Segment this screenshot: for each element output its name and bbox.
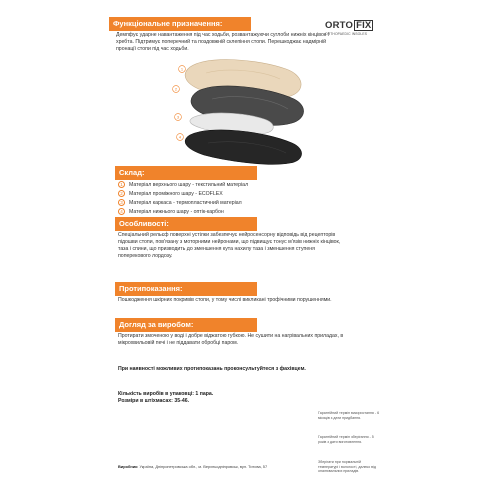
warranty-storage-note: Гарантійний термін зберігання - 5 років з дати виготовлення.: [318, 435, 374, 444]
marker-4: 4: [178, 134, 182, 140]
marker-1: 1: [180, 66, 184, 72]
package-info: [118, 391, 318, 405]
section-heading-care: Догляд за виробом:: [115, 318, 257, 332]
section-heading-contraindications: Протипоказання:: [115, 282, 257, 296]
composition-text: Матеріал нижнього шару - оптік-карбон: [129, 208, 224, 215]
composition-number: 1: [118, 181, 125, 188]
composition-item: [118, 189, 348, 198]
composition-number: 2: [118, 190, 125, 197]
care-text: Протирати змоченою у воді і добре віджатою губкою. Не сушити на нагрівальних приладах, в мікрохвильовій печі і не піддавати обробці паром.: [118, 333, 344, 346]
manufacturer-info: [118, 464, 298, 469]
insole-layer-markers: [173, 66, 186, 141]
marker-2: 2: [174, 86, 178, 92]
storage-conditions-note: Зберігати при нормальній температурі і вологості, далеко від опалювальних приладів.: [318, 460, 376, 474]
marker-3: 3: [176, 114, 180, 120]
package-count: Кількість виробів в упаковці: 1 пара.: [118, 391, 214, 397]
composition-item: [118, 180, 348, 189]
composition-number: 4: [118, 208, 125, 215]
consult-warning: При наявності можливих протипоказань проконсультуйтеся з фахівцем.: [118, 366, 306, 372]
package-sizes: Розміри в штіхмасах: 35-46.: [118, 398, 190, 404]
insole-layers-illustration: [168, 55, 318, 167]
logo-tagline: ORTHOPAEDIC INSOLES: [325, 32, 368, 36]
logo-wordmark: [325, 20, 387, 31]
composition-text: Матеріал верхнього шару - текстильний матеріал: [129, 181, 249, 188]
warranty-usage-note: Гарантійний термін використання - 6 місяців з дати придбання.: [318, 411, 380, 420]
contraindications-text: Пошкодження шкірних покривів стопи, у тому числі викликані трофічними порушеннями.: [118, 297, 332, 303]
manufacturer-address: Україна, Дніпропетровська обл., м. Верхньодніпровськ, вул. Титова, 57: [139, 464, 268, 469]
section-heading-features: Особливості:: [115, 217, 257, 231]
composition-text: Матеріал каркаса - термопластичний матеріал: [129, 199, 242, 206]
manufacturer-label: Виробник:: [118, 464, 139, 469]
section-heading-functional: Функціональне призначення:: [109, 17, 251, 31]
functional-text: Демпфує ударне навантаження під час ходьби, розвантажуючи суглоби нижніх кінцівок і хребта. Підтримує поперечний та поздовжній склепіння стопи. Перешкоджає надмірній пронації стопи під час ходьби.: [116, 32, 329, 52]
section-heading-composition: Склад:: [115, 166, 257, 180]
composition-item: [118, 207, 348, 216]
composition-number: 3: [118, 199, 125, 206]
insole-layer-bottom: [185, 130, 301, 164]
composition-text: Матеріал проміжного шару - ECOFLEX: [129, 190, 223, 197]
composition-list: [118, 180, 348, 216]
composition-item: [118, 198, 348, 207]
features-text: Спеціальний рельєф поверхні устілки забезпечує нейросенсорну відповідь від рецепторів підошви стопи, пов'язану з моторними нейронами, що підвищує тонус м'язів нижніх кінцівок, таза і спини, що призводить до зменшення кута нахилу таза і зменшення ступеня поперекового лордозу.: [118, 232, 341, 259]
logo-main-left: ORTO: [325, 20, 354, 31]
insole-layers-image: [168, 55, 318, 167]
logo-main-right: FIX: [356, 20, 372, 31]
